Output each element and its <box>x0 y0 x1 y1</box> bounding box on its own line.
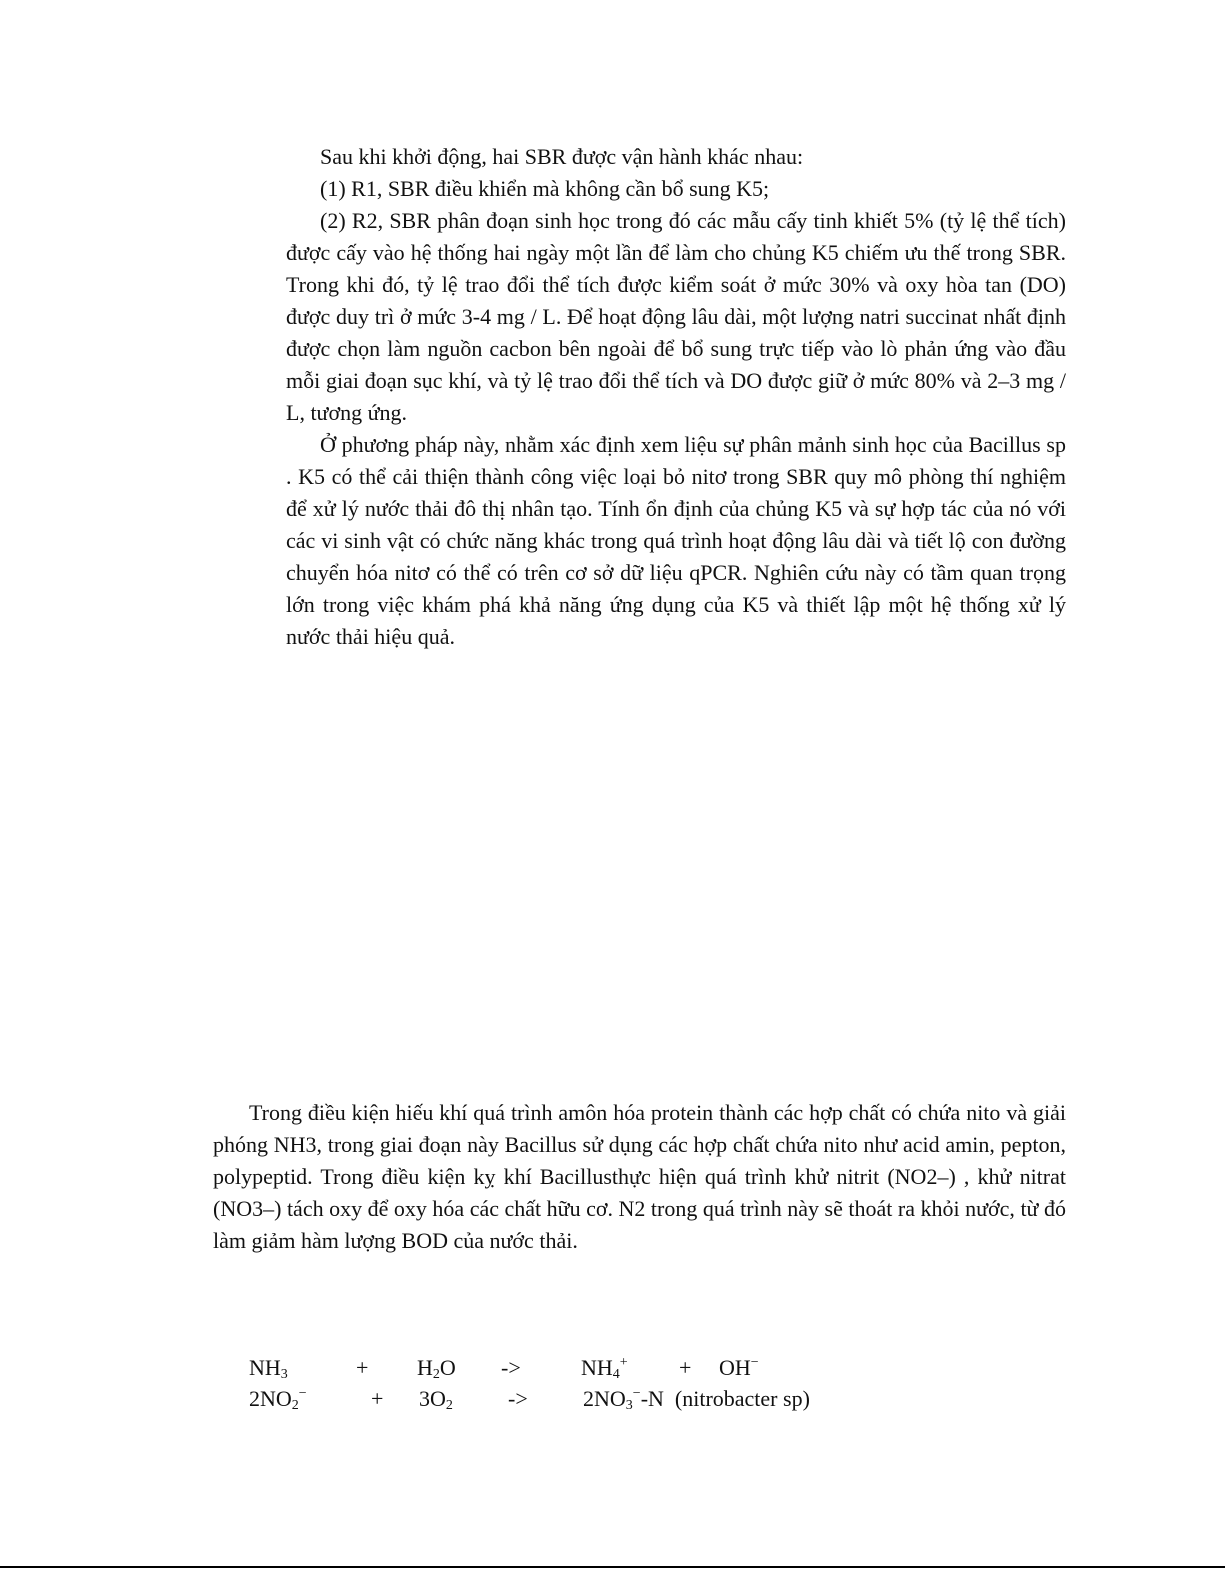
paragraph-r1: (1) R1, SBR điều khiển mà không cần bổ sung K5; <box>320 176 770 201</box>
eq1-term-nh3: $NH_3$ <box>249 1355 288 1382</box>
eq1-term-nh4: $NH_4^+$ <box>581 1355 628 1382</box>
eq1-plus-1: + <box>356 1355 369 1380</box>
paragraph-method: Ở phương pháp này, nhằm xác định xem liệu sự phân mảnh sinh học của Bacillus sp . K5 có thể cải thiện thành công việc loại bỏ nitơ trong SBR quy mô phòng thí nghiệm để xử lý nước thải đô thị nhân tạo. Tính ổn định của chủng K5 và sự hợp tác của nó với các vi sinh vật có chức năng khác trong quá trình hoạt động lâu dài và tiết lộ con đường chuyển hóa nitơ có thể có trên cơ sở dữ liệu qPCR. Nghiên cứu này có tầm quan trọng lớn trong việc khám phá khả năng ứng dụng của K5 và thiết lập một hệ thống xử lý nước thải hiệu quả. <box>286 432 1066 649</box>
paragraph-r2: (2) R2, SBR phân đoạn sinh học trong đó các mẫu cấy tinh khiết 5% (tỷ lệ thể tích) được cấy vào hệ thống hai ngày một lần để làm cho chủng K5 chiếm ưu thế trong SBR. Trong khi đó, tỷ lệ trao đổi thể tích được kiểm soát ở mức 30% và oxy hòa tan (DO) được duy trì ở mức 3-4 mg / L. Để hoạt động lâu dài, một lượng natri succinat nhất định được chọn làm nguồn cacbon bên ngoài để bổ sung trực tiếp vào lò phản ứng vào đầu mỗi giai đoạn sục khí, và tỷ lệ trao đổi thể tích và DO được giữ ở mức 80% và 2–3 mg / L, tương ứng. <box>286 208 1066 425</box>
page-bottom-border <box>0 1566 1225 1568</box>
eq1-term-h2o: $H_2O$ <box>417 1355 456 1382</box>
paragraph-intro: Sau khi khởi động, hai SBR được vận hành khác nhau: <box>320 144 804 169</box>
eq2-arrow: -> <box>508 1386 528 1411</box>
eq2-term-no3: $2NO_3^--N$ (nitrobacter sp) <box>583 1386 810 1413</box>
section-bacillus <box>213 1097 1066 1257</box>
eq1-plus-2: + <box>679 1355 692 1380</box>
eq2-plus-1: + <box>371 1386 384 1411</box>
section-sbr-operation <box>286 141 1066 653</box>
eq1-term-oh: OH− <box>719 1355 759 1380</box>
eq2-term-o2: $3O_2$ <box>419 1386 453 1413</box>
eq2-term-no2: $2NO_2^-$ <box>249 1386 307 1413</box>
paragraph-bacillus: Trong điều kiện hiếu khí quá trình amôn hóa protein thành các hợp chất có chứa nito và giải phóng NH3, trong giai đoạn này Bacillus sử dụng các hợp chất chứa nito như acid amin, pepton, polypeptid. Trong điều kiện kỵ khí Bacillusthực hiện quá trình khử nitrit (NO2–) , khử nitrat (NO3–) tách oxy để oxy hóa các chất hữu cơ. N2 trong quá trình này sẽ thoát ra khỏi nước, từ đó làm giảm hàm lượng BOD của nước thải. <box>213 1100 1066 1253</box>
eq1-arrow: -> <box>501 1355 521 1380</box>
